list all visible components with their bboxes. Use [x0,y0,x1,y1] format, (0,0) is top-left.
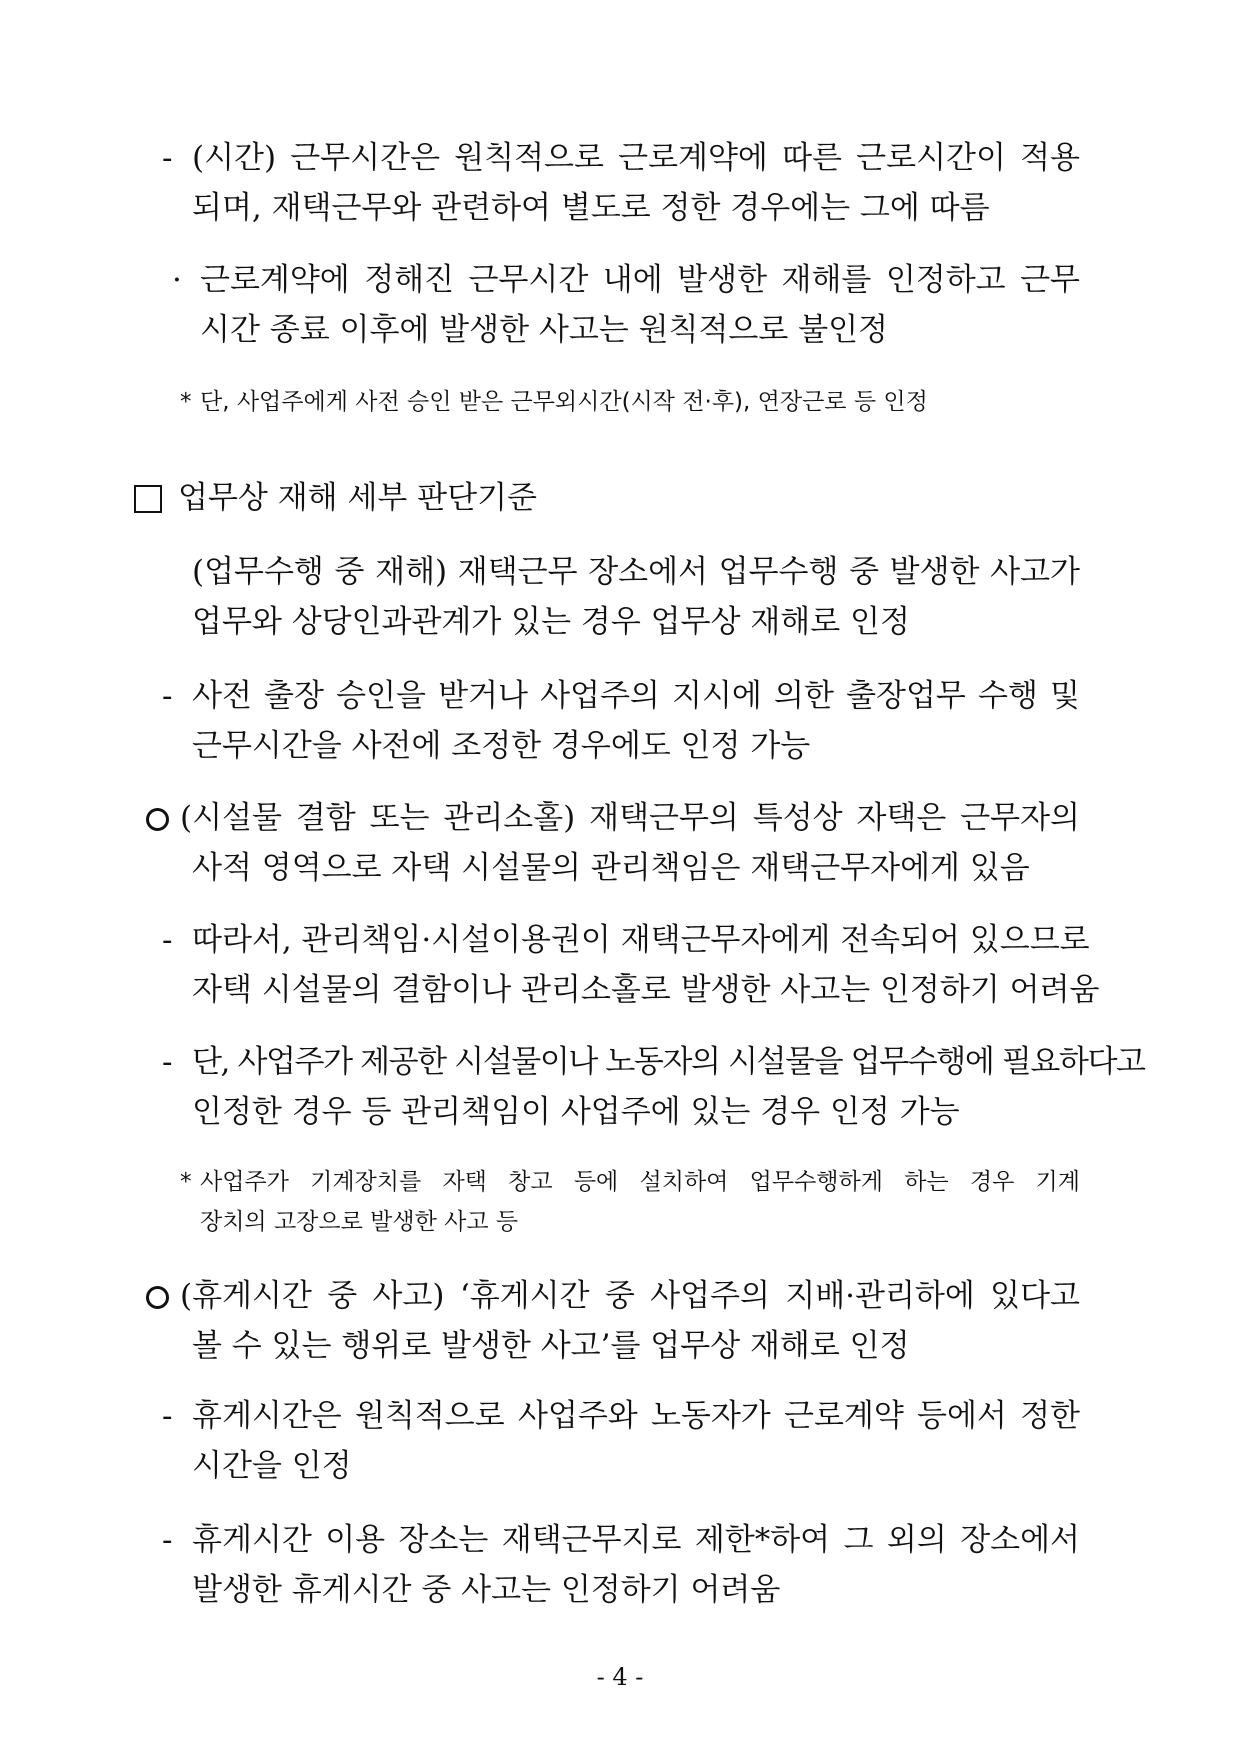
paragraph-line: 인정한 경우 등 관리책임이 사업주에 있는 경우 인정 가능 [192,1094,960,1130]
paragraph-line: 휴게시간은 원칙적으로 사업주와 노동자가 근로계약 등에서 정한 [192,1398,1080,1434]
paragraph-line: 근무시간을 사전에 조정한 경우에도 인정 가능 [192,728,811,764]
dash-marker: - [162,140,173,176]
paragraph-line: (시설물 결함 또는 관리소홀) 재택근무의 특성상 자택은 근무자의 [180,800,1080,836]
paragraph-line: (업무수행 중 재해) 재택근무 장소에서 업무수행 중 발생한 사고가 [192,554,1080,590]
page-number: - 4 - [596,1663,644,1691]
paragraph-line: 근로계약에 정해진 근무시간 내에 발생한 재해를 인정하고 근무 [200,262,1080,298]
dash-marker: - [162,1044,173,1080]
paragraph-line: 사적 영역으로 자택 시설물의 관리책임은 재택근무자에게 있음 [192,850,1030,886]
circle-bullet-icon [146,1286,169,1309]
paragraph-line: (시간) 근무시간은 원칙적으로 근로계약에 따른 근로시간이 적용 [192,140,1080,176]
note-asterisk: * [180,389,192,415]
paragraph-line: 되며, 재택근무와 관련하여 별도로 정한 경우에는 그에 따름 [192,190,990,226]
note-line: 장치의 고장으로 발생한 사고 등 [200,1209,519,1235]
note-line: 사업주가 기계장치를 자택 창고 등에 설치하여 업무수행하게 하는 경우 기계 [200,1169,1080,1195]
dash-marker: - [162,922,173,958]
paragraph-line: 시간 종료 이후에 발생한 사고는 원칙적으로 불인정 [200,312,888,348]
paragraph-line: 발생한 휴게시간 중 사고는 인정하기 어려움 [192,1572,781,1608]
middle-dot-marker: · [172,262,182,298]
note-line: 단, 사업주에게 사전 승인 받은 근무외시간(시작 전·후), 연장근로 등 인정 [200,389,928,415]
checkbox-square-icon [134,485,162,513]
paragraph-line: 업무와 상당인과관계가 있는 경우 업무상 재해로 인정 [192,604,910,640]
paragraph-line: (휴게시간 중 사고) ‘휴게시간 중 사업주의 지배·관리하에 있다고 [180,1278,1080,1314]
paragraph-line: 자택 시설물의 결함이나 관리소홀로 발생한 사고는 인정하기 어려움 [192,972,1100,1008]
paragraph-line: 볼 수 있는 행위로 발생한 사고’를 업무상 재해로 인정 [192,1328,910,1364]
paragraph-line: 시간을 인정 [192,1448,352,1484]
paragraph-line: 사전 출장 승인을 받거나 사업주의 지시에 의한 출장업무 수행 및 [192,678,1080,714]
note-asterisk: * [180,1169,192,1195]
dash-marker: - [162,1398,173,1434]
paragraph-line: 따라서, 관리책임·시설이용권이 재택근무자에게 전속되어 있으므로 [192,922,1090,958]
circle-bullet-icon [146,808,169,831]
paragraph-line: 단, 사업주가 제공한 시설물이나 노동자의 시설물을 업무수행에 필요하다고 [192,1044,1145,1080]
section-heading: 업무상 재해 세부 판단기준 [178,480,537,516]
dash-marker: - [162,1522,173,1558]
paragraph-line: 휴게시간 이용 장소는 재택근무지로 제한*하여 그 외의 장소에서 [192,1522,1080,1558]
dash-marker: - [162,678,173,714]
